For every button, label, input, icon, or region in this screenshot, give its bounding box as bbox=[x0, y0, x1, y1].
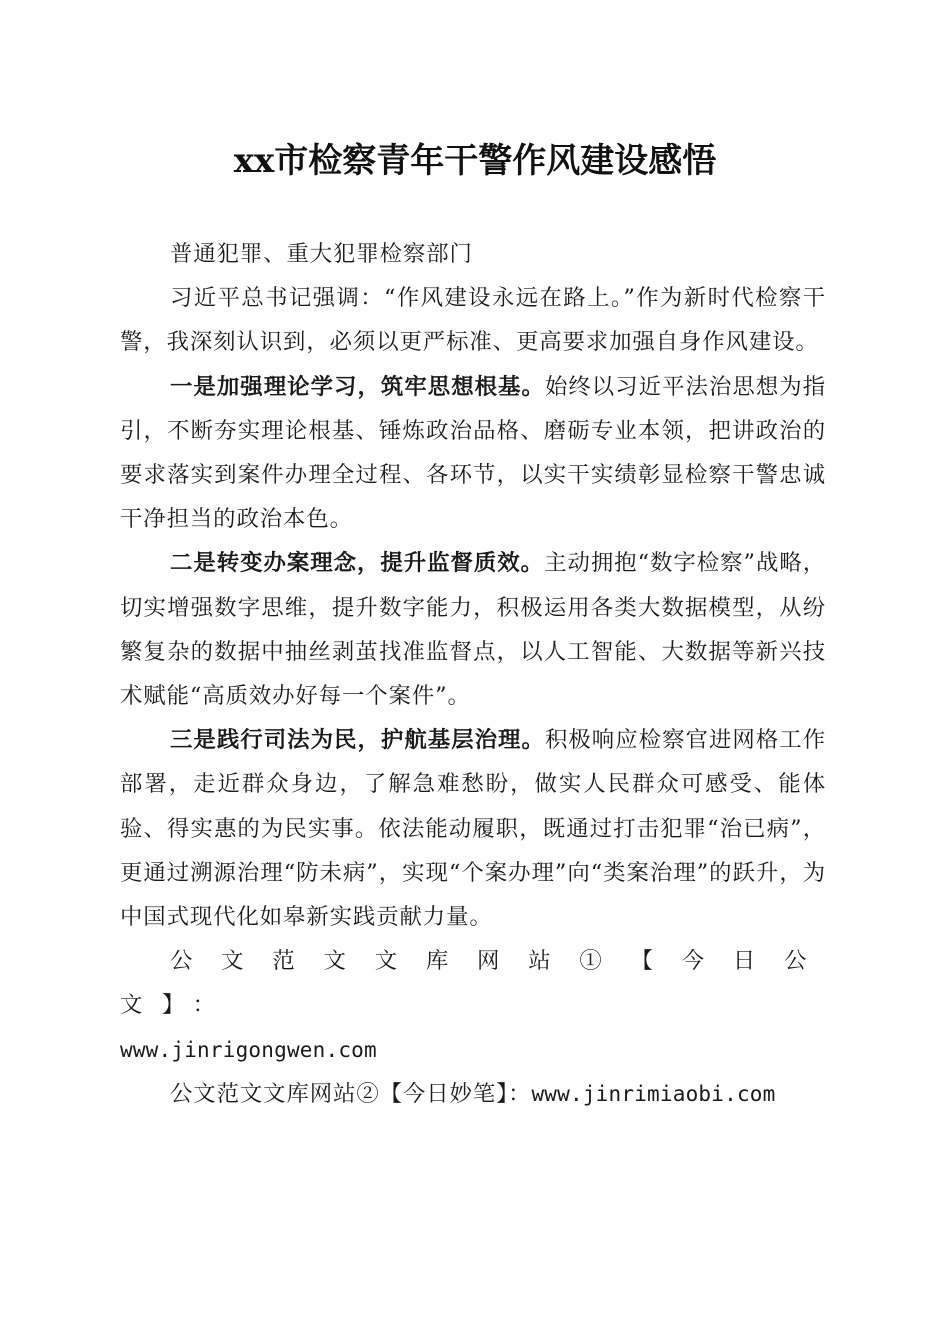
website-url-2[interactable]: www.jinrimiaobi.com bbox=[531, 1081, 776, 1106]
section-text-2: 主动拥抱“数字检察”战略，切实增强数字思维，提升数字能力，积极运用各类大数据模型，从纷繁复杂的数据中抽丝剥茧找准监督点，以人工智能、大数据等新兴技术赋能“高质效办好每一个案件”。 bbox=[120, 550, 827, 710]
intro-paragraph: 习近平总书记强调：“作风建设永远在路上。”作为新时代检察干警，我深刻认识到，必须以更严标准、更高要求加强自身作风建设。 bbox=[120, 285, 826, 356]
section-text-1: 始终以习近平法治思想为指引，不断夯实理论根基、锤炼政治品格、磨砺专业本领，把讲政治的要求落实到案件办理全过程、各环节，以实干实绩彰显检察干警忠诚干净担当的政治本色。 bbox=[120, 373, 826, 533]
website-link-line-2 bbox=[120, 1072, 826, 1116]
website-label-2: 公文范文文库网站②【今日妙笔】： bbox=[170, 1080, 532, 1107]
section-text-3: 积极响应检察官进网格工作部署，走近群众身边，了解急难愁盼，做实人民群众可感受、能体验、得实惠的为民实事。依法能动履职，既通过打击犯罪“治已病”，更通过溯源治理“防未病”，实现“个案办理”向“类案治理”的跃升，为中国式现代化如皋新实践贡献力量。 bbox=[120, 727, 826, 931]
section-paragraph-3 bbox=[120, 718, 826, 939]
website-link-line-1 bbox=[120, 939, 826, 1072]
section-lead-2: 二是转变办案理念，提升监督质效。 bbox=[170, 550, 545, 577]
section-lead-1: 一是加强理论学习，筑牢思想根基。 bbox=[170, 373, 545, 400]
department-line: 普通犯罪、重大犯罪检察部门 bbox=[170, 241, 473, 267]
section-lead-3: 三是践行司法为民，护航基层治理。 bbox=[170, 727, 545, 754]
document-body bbox=[120, 232, 826, 1116]
section-paragraph-2 bbox=[120, 541, 826, 718]
section-paragraph-1 bbox=[120, 365, 826, 542]
website-label-1: 公文范文文库网站①【今日公文】： bbox=[120, 948, 826, 1019]
website-url-1[interactable]: www.jinrigongwen.com bbox=[120, 1037, 377, 1062]
document-title: xx市检察青年干警作风建设感悟 bbox=[233, 141, 717, 181]
